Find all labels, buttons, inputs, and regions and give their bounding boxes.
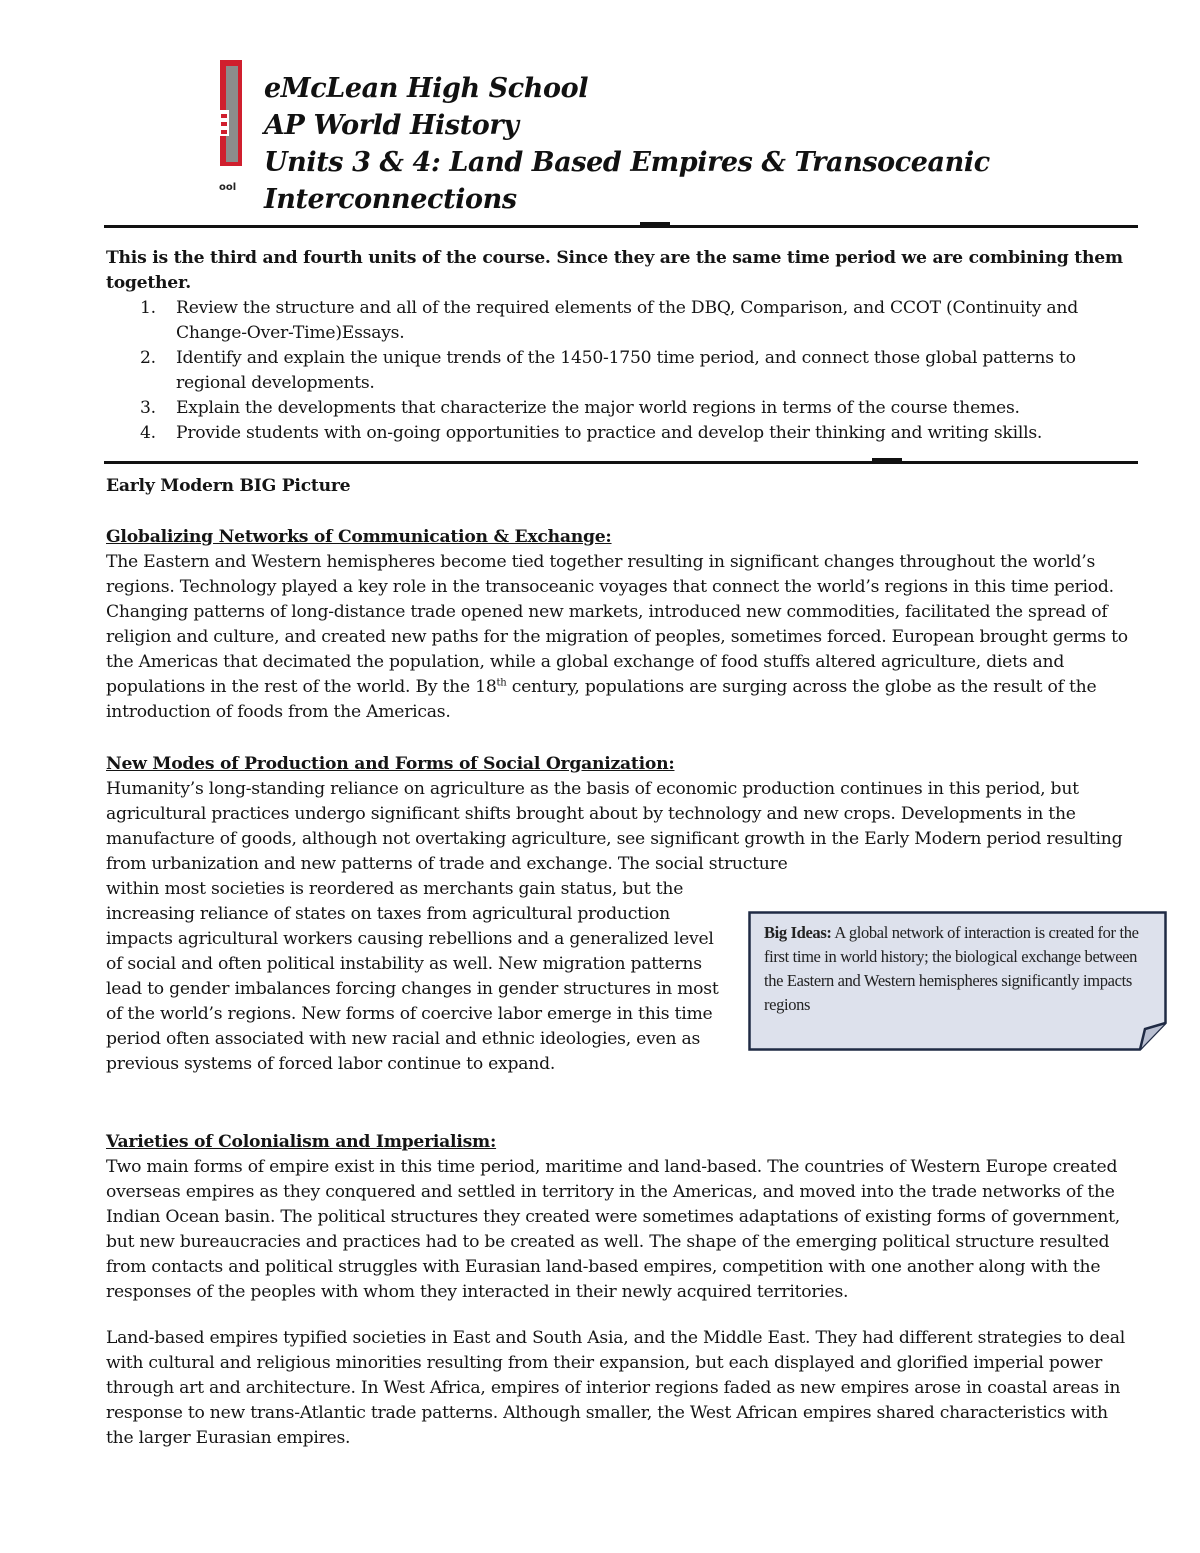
section-body: Land-based empires typified societies in East and South Asia, and the Middle East. They had different strategies to deal with cultural and religious minorities resulting from their expansion, but each displayed and glorified imperial power through art and architecture. In West Africa, empires of interior regions faded as new empires arose in coastal areas in response to new trans-Atlantic trade patterns. Although smaller, the West African empires shared characteristics with the larger Eurasian empires. [106,1328,1125,1448]
divider-accent [872,458,902,461]
logo-text: ool [219,182,237,193]
section-body-wrapped: within most societies is reordered as merchants gain status, but the increasing reliance of states on taxes from agricultural production impacts agricultural workers causing rebellions and a generalized level of social and often political instability as well. New migration patterns lead to gender imbalances forcing changes in gender structures in most of the world’s regions. New forms of coercive labor emerge in this time period often associated with new racial and ethnic ideologies, even as previous systems of forced labor continue to expand. [106,879,719,1074]
section-heading: Globalizing Networks of Communication & Exchange: [106,527,612,547]
header-divider [104,225,1138,228]
school-logo [216,58,250,194]
goal-text: Provide students with on-going opportunities to practice and develop their thinking and writing skills. [176,423,1043,443]
goal-number: 2. [140,348,156,368]
unit-title-line1: Units 3 & 4: Land Based Empires & Transoceanic [264,147,990,178]
goal-number: 4. [140,423,156,443]
goals-list [106,296,1136,446]
goal-number: 1. [140,298,156,318]
section-colonialism [106,1130,1136,1305]
section-heading: Varieties of Colonialism and Imperialism: [106,1132,497,1152]
section-body: Two main forms of empire exist in this time period, maritime and land-based. The countries of Western Europe created overseas empires as they conquered and settled in territory in the Americas, and moved into the trade networks of the Indian Ocean basin. The political structures they created were sometimes adaptations of existing forms of government, but new bureaucracies and practices had to be created as well. The shape of the emerging political structure resulted from contacts and political struggles with Eurasian land-based empires, competition with one another along with the responses of the peoples with whom they interacted in their newly acquired territories. [106,1157,1120,1302]
callout-text [764,921,1159,1017]
goal-item [140,421,1136,446]
callout-label: Big Ideas: [764,923,832,942]
intro-divider [104,461,1138,464]
unit-title-line2: Interconnections [264,184,517,215]
ordinal-suffix: th [496,677,507,689]
section-body-part: century, populations are surging across the globe as the result of the introduction of foods from the Americas. [106,677,1097,722]
section-body-part: The Eastern and Western hemispheres become tied together resulting in significant changes throughout the world’s regions. Technology played a key role in the transoceanic voyages that connect the world’s regions in this time period. Changing patterns of long-distance trade opened new markets, introduced new commodities, facilitated the spread of religion and culture, and created new paths for the migration of peoples, sometimes forced. European brought germs to the Americas that decimated the population, while a global exchange of food stuffs altered agriculture, diets and populations in the rest of the world. By the 18 [106,552,1128,697]
title-block [264,70,1144,218]
big-ideas-callout [748,911,1168,1051]
divider-accent [640,222,670,225]
course-name: AP World History [264,110,519,141]
goal-text: Explain the developments that characterize the major world regions in terms of the course themes. [176,398,1020,418]
goal-item [140,346,1136,396]
intro-section [106,246,1136,446]
section-heading: New Modes of Production and Forms of Social Organization: [106,754,675,774]
school-name: eMcLean High School [264,73,589,104]
section-land-based [106,1326,1136,1451]
goal-number: 3. [140,398,156,418]
section-body: Humanity’s long-standing reliance on agriculture as the basis of economic production continues in this period, but agricultural practices undergo significant shifts brought about by technology and new crops. Developments in the manufacture of goods, although not overtaking agriculture, see significant growth in the Early Modern period resulting from urbanization and new patterns of trade and exchange. The social structure [106,779,1123,874]
section-body [106,550,1136,725]
intro-lead: This is the third and fourth units of the course. Since they are the same time period we are combining them together. [106,248,1123,293]
section-globalizing [106,525,1136,725]
callout-body: A global network of interaction is created for the first time in world history; the biological exchange between the Eastern and Western hemispheres significantly impacts regions [764,923,1139,1014]
goal-item [140,396,1136,421]
big-picture-title: Early Modern BIG Picture [106,476,351,496]
goal-text: Identify and explain the unique trends of the 1450-1750 time period, and connect those global patterns to regional developments. [176,348,1076,393]
goal-text: Review the structure and all of the required elements of the DBQ, Comparison, and CCOT (Continuity and Change-Over-Time)Essays. [176,298,1078,343]
goal-item [140,296,1136,346]
